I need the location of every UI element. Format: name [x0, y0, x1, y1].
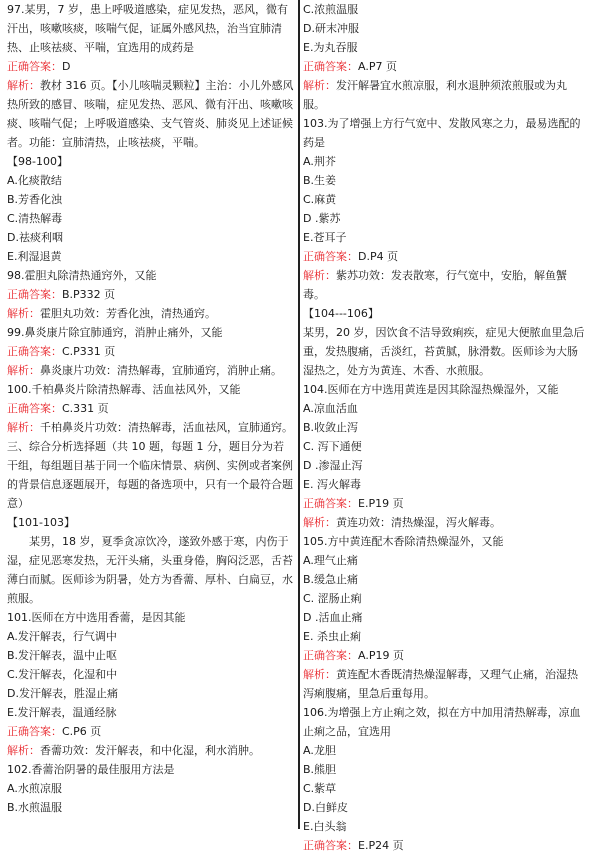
explanation-label: 解析： [303, 269, 336, 282]
text-line: 101.医师在方中选用香薷，是因其能 [7, 611, 186, 624]
text-line: E.为丸吞服 [303, 41, 358, 54]
explanation-line [7, 741, 294, 760]
text-line: 98.霍胆丸除清热通窍外，又能 [7, 269, 157, 282]
text-line: A.理气止痛 [303, 554, 358, 567]
text-line: C. 泻下通便 [303, 440, 362, 453]
answer-line [303, 57, 585, 76]
explanation-line [303, 266, 585, 304]
explanation-line [7, 361, 294, 380]
explanation-text: 教材 316 页。【小儿咳喘灵颗粒】主治：小儿外感风热所致的感冒、咳喘，症见发热、恶风、微有汗出、咳嗽咳痰、咳喘气促；上呼吸道感染、支气管炎、肺炎见上述证候者。功能：宣肺清热，止咳祛痰，平喘。 [7, 79, 294, 149]
answer-label: 正确答案： [7, 345, 62, 358]
text-line: C.清热解毒 [7, 212, 63, 225]
text-line: D .渗湿止泻 [303, 459, 363, 472]
answer-value: C.P331 页 [62, 345, 116, 358]
explanation-label: 解析： [303, 79, 336, 92]
explanation-text: 黄连功效：清热燥湿，泻火解毒。 [336, 516, 501, 529]
explanation-line [7, 76, 294, 152]
explanation-label: 解析： [303, 668, 336, 681]
explanation-text: 黄连配木香既清热燥湿解毒，又理气止痛，治湿热泻痢腹痛，里急后重每用。 [303, 668, 578, 700]
text-line: 【98-100】 [7, 155, 68, 168]
text-line: 100.千柏鼻炎片除清热解毒、活血祛风外，又能 [7, 383, 241, 396]
text-line: E.发汗解表，温通经脉 [7, 706, 117, 719]
text-line: D.祛痰利咽 [7, 231, 63, 244]
explanation-text: 霍胆丸功效：芳香化浊，清热通窍。 [40, 307, 216, 320]
answer-label: 正确答案： [303, 250, 358, 263]
answer-label: 正确答案： [7, 725, 62, 738]
answer-label: 正确答案： [303, 839, 358, 852]
text-line: B.水煎温服 [7, 801, 63, 814]
answer-line [7, 285, 294, 304]
explanation-label: 解析： [7, 364, 40, 377]
answer-line [7, 722, 294, 741]
text-line: B.发汗解表，温中止呕 [7, 649, 118, 662]
text-line: B.缓急止痛 [303, 573, 359, 586]
answer-line [303, 646, 585, 665]
right-column [303, 0, 585, 855]
answer-line [7, 342, 294, 361]
answer-line [7, 57, 294, 76]
text-line: E. 杀虫止痢 [303, 630, 361, 643]
explanation-text: 香薷功效：发汗解表，和中化湿，利水消肿。 [40, 744, 260, 757]
text-line: E.白头翁 [303, 820, 347, 833]
text-line: 三、综合分析选择题（共 10 题，每题 1 分，题目分为若干组，每组题目基于同一个临床情景、病例、实例或者案例的背景信息逐题展开，每题的备选项中，只有一个最符合题意） [7, 440, 293, 510]
text-line: 【104---106】 [303, 307, 379, 320]
explanation-text: 发汗解暑宜水煎凉服，利水退肿须浓煎服或为丸服。 [303, 79, 567, 111]
text-line: 106.为增强上方止痢之效，拟在方中加用清热解毒，凉血止痢之品，宜选用 [303, 706, 581, 738]
explanation-text: 千柏鼻炎片功效：清热解毒，活血祛风，宣肺通窍。 [40, 421, 293, 434]
text-line: D.研末冲服 [303, 22, 359, 35]
answer-value: A.P7 页 [358, 60, 397, 73]
text-line: C.麻黄 [303, 193, 337, 206]
explanation-line [303, 513, 585, 532]
text-line: A.发汗解表，行气调中 [7, 630, 117, 643]
answer-label: 正确答案： [303, 60, 358, 73]
answer-value: E.P19 页 [358, 497, 404, 510]
explanation-text: 紫苏功效：发表散寒，行气宽中，安胎，解鱼蟹毒。 [303, 269, 567, 301]
answer-label: 正确答案： [7, 402, 62, 415]
text-line: C.发汗解表，化湿和中 [7, 668, 118, 681]
explanation-label: 解析： [7, 307, 40, 320]
text-line: E.利湿退黄 [7, 250, 62, 263]
answer-value: B.P332 页 [62, 288, 116, 301]
text-line: 97.某男，7 岁，患上呼吸道感染，症见发热，恶风，微有汗出，咳嗽咳痰，咳喘气促，证属外感风热，治当宜肺清热、止咳祛痰、平喘，宜选用的成药是 [7, 3, 288, 54]
text-line: C.紫草 [303, 782, 337, 795]
explanation-label: 解析： [7, 744, 40, 757]
explanation-line [7, 304, 294, 323]
answer-line [303, 494, 585, 513]
answer-label: 正确答案： [303, 649, 358, 662]
text-line: D.发汗解表，胜湿止痛 [7, 687, 118, 700]
text-line: A.龙胆 [303, 744, 336, 757]
text-line: 105.方中黄连配木香除清热燥湿外，又能 [303, 535, 504, 548]
text-line: 104.医师在方中选用黄连是因其除湿热燥湿外，又能 [303, 383, 559, 396]
text-line: B.芳香化浊 [7, 193, 63, 206]
text-line: 【101-103】 [7, 516, 75, 529]
text-line: D .活血止痛 [303, 611, 363, 624]
case-paragraph: 某男，18 岁，夏季贪凉饮冷，遂致外感于寒，内伤于湿，症见恶寒发热，无汗头痛，头重身倦，胸闷泛恶，舌苔薄白而腻。医师诊为阴暑，处方为香薷、厚朴、白扁豆，水煎服。 [7, 535, 293, 605]
text-line: C. 涩肠止痢 [303, 592, 362, 605]
answer-line [303, 836, 585, 855]
column-divider [298, 0, 300, 829]
text-line: 某男，20 岁，因饮食不洁导致痢疾，症见大便脓血里急后重，发热腹痛，舌淡红，苔黄腻，脉滑数。医师诊为大肠湿热之，处方为黄连、木香、水煎服。 [303, 326, 585, 377]
answer-value: C.P6 页 [62, 725, 102, 738]
text-line: B.收敛止泻 [303, 421, 359, 434]
explanation-line [303, 76, 585, 114]
explanation-line [303, 665, 585, 703]
text-line: D.白鲜皮 [303, 801, 348, 814]
answer-label: 正确答案： [7, 288, 62, 301]
answer-value: C.331 页 [62, 402, 109, 415]
explanation-label: 解析： [7, 421, 40, 434]
answer-label: 正确答案： [7, 60, 62, 73]
left-column [7, 0, 294, 817]
answer-value: D [62, 60, 71, 73]
answer-value: A.P19 页 [358, 649, 404, 662]
text-line: B.生姜 [303, 174, 337, 187]
answer-line [303, 247, 585, 266]
explanation-line [7, 418, 294, 437]
answer-value: D.P4 页 [358, 250, 399, 263]
text-line: A.水煎凉服 [7, 782, 62, 795]
answer-label: 正确答案： [303, 497, 358, 510]
text-line: B.熊胆 [303, 763, 337, 776]
explanation-label: 解析： [303, 516, 336, 529]
text-line: D .紫苏 [303, 212, 341, 225]
text-line: A.凉血活血 [303, 402, 358, 415]
explanation-text: 鼻炎康片功效：清热解毒，宜肺通窍，消肿止痛。 [40, 364, 282, 377]
answer-value: E.P24 页 [358, 839, 404, 852]
text-line: 102.香薷治阴暑的最佳服用方法是 [7, 763, 175, 776]
text-line: A.化痰散结 [7, 174, 62, 187]
text-line: E.苍耳子 [303, 231, 347, 244]
text-line: C.浓煎温服 [303, 3, 359, 16]
text-line: E. 泻火解毒 [303, 478, 361, 491]
text-line: 103.为了增强上方行气宽中、发散风寒之力，最易选配的药是 [303, 117, 581, 149]
text-line: 99.鼻炎康片除宜肺通窍，消肿止痛外，又能 [7, 326, 223, 339]
text-line: A.荆芥 [303, 155, 336, 168]
explanation-label: 解析： [7, 79, 40, 92]
answer-line [7, 399, 294, 418]
